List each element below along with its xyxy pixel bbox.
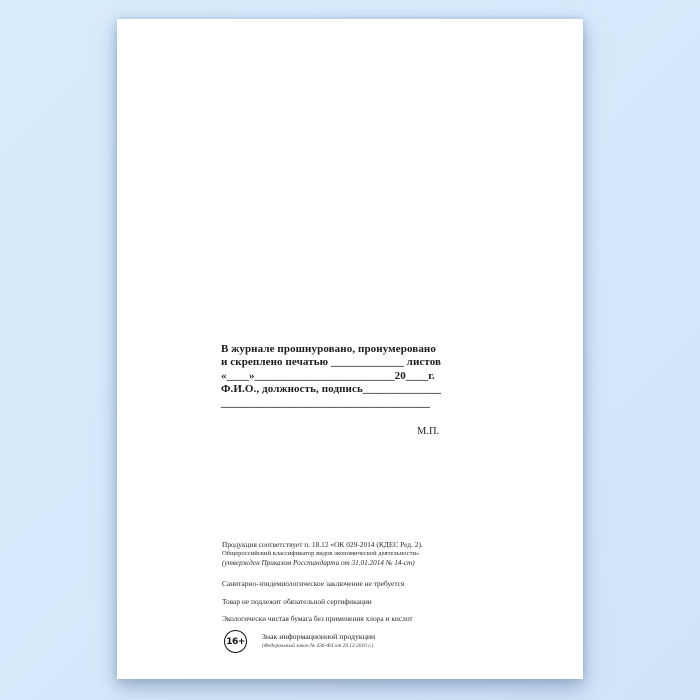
binding-line-5: ______________________________________ <box>221 396 430 409</box>
binding-line-1: В журнале прошнуровано, пронумеровано <box>221 343 436 355</box>
ecology-note: Экологически чистая бумага без применения хлора и кислот <box>222 614 413 623</box>
stamp-place-label: М.П. <box>417 426 440 437</box>
compliance-line-2: Общероссийский классификатор видов экономической деятельности» <box>222 550 420 557</box>
age-rating-16plus-icon: 16+ <box>224 630 247 653</box>
certification-note: Товар не подлежит обязательной сертификации <box>222 597 372 606</box>
compliance-line-3: (утвержден Приказом Росстандарта от 31.01.2014 № 14-ст) <box>222 559 415 567</box>
journal-back-page <box>117 19 583 679</box>
binding-line-2: и скреплено печатью _____________ листов <box>221 356 442 369</box>
binding-line-3: «____»_________________________20____г. <box>221 369 435 382</box>
binding-line-4: Ф.И.О., должность, подпись______________ <box>221 383 442 396</box>
age-mark-law-reference: (Федеральный закон № 436-ФЗ от 29.12.2010 г.) <box>262 643 374 649</box>
compliance-line-1: Продукция соответствует п. 18.12 «ОК 029-2014 (КДЕС Ред. 2). <box>222 540 423 549</box>
age-mark-title: Знак информационной продукции <box>262 632 376 641</box>
binding-certification-block <box>221 343 451 410</box>
sanitary-note: Санитарно-эпидемиологическое заключение не требуется <box>222 579 405 588</box>
